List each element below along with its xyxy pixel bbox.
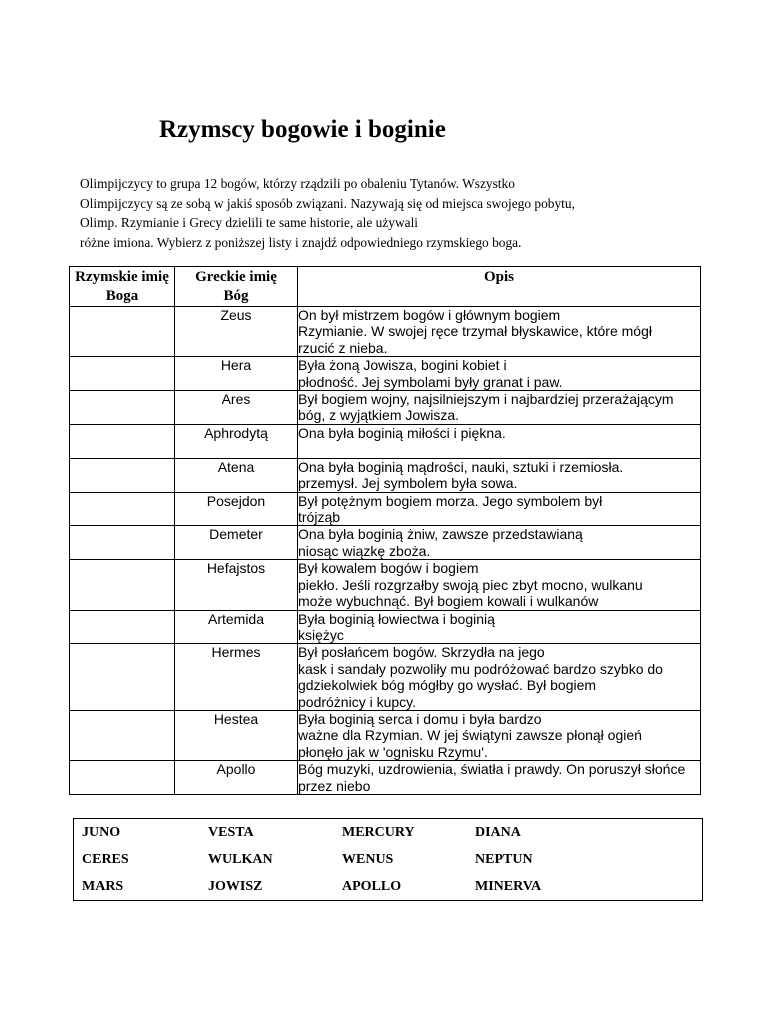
table-row [70, 357, 701, 391]
header-desc-text: Opis [483, 269, 514, 285]
table-row [70, 610, 701, 644]
description-line: Bóg muzyki, uzdrowienia, światła i prawdy. On poruszył słońce [298, 761, 686, 778]
description-line: Był kowalem bogów i bogiem [298, 560, 479, 577]
description-cell [298, 307, 701, 357]
description-line: może wybuchnąć. Był bogiem kowali i wulkanów [298, 593, 599, 610]
description-cell [298, 357, 701, 391]
greek-name-cell: Apollo [175, 761, 298, 795]
name-bank-cell: JUNO [82, 824, 121, 840]
roman-name-cell[interactable] [70, 710, 175, 760]
table-row [70, 492, 701, 526]
greek-name-cell: Hera [175, 357, 298, 391]
intro-line: Olimp. Rzymianie i Grecy dzielili te same historie, ale używali [80, 215, 419, 231]
roman-name-cell[interactable] [70, 492, 175, 526]
description-line: Była boginią łowiectwa i boginią [298, 610, 495, 627]
intro-line: Olimpijczycy są ze sobą w jakiś sposób związani. Nazywają się od miejsca swojego pobytu, [80, 195, 575, 211]
intro-paragraph [80, 174, 640, 252]
description-line: niosąc wiązkę zboża. [298, 542, 431, 559]
description-line: przemysł. Jej symbolem była sowa. [298, 475, 518, 492]
table-row [70, 761, 701, 795]
name-bank-cell: NEPTUN [475, 851, 533, 867]
description-line: Rzymianie. W swojej ręce trzymał błyskawice, które mógł [298, 323, 652, 340]
description-line: podróżnicy i kupcy. [298, 693, 417, 710]
greek-name-cell: Atena [175, 458, 298, 492]
name-bank-cell: MERCURY [342, 824, 415, 840]
roman-name-cell[interactable] [70, 357, 175, 391]
table-header-row [70, 267, 701, 307]
name-bank-cell: WULKAN [208, 851, 273, 867]
greek-name-cell: Hefajstos [175, 560, 298, 610]
description-line: piekło. Jeśli rozgrzałby swoją piec zbyt mocno, wulkanu [298, 576, 643, 593]
header-description [298, 267, 701, 307]
name-bank-cell: CERES [82, 851, 129, 867]
header-roman-line: Boga [105, 288, 139, 304]
description-line: bóg, z wyjątkiem Jowisza. [298, 407, 460, 424]
description-line: Ona była boginią mądrości, nauki, sztuki i rzemiosła. [298, 458, 624, 475]
description-line: On był mistrzem bogów i głównym bogiem [298, 307, 561, 323]
description-cell [298, 644, 701, 711]
roman-name-cell[interactable] [70, 644, 175, 711]
description-line: Była boginią serca i domu i była bardzo [298, 710, 542, 727]
description-line: płodność. Jej symbolami były granat i paw. [298, 373, 563, 390]
roman-name-cell[interactable] [70, 610, 175, 644]
name-bank-cell: VESTA [208, 824, 254, 840]
greek-name-cell: Demeter [175, 526, 298, 560]
description-cell [298, 761, 701, 795]
description-line: przez niebo [298, 777, 371, 794]
greek-name-cell: Ares [175, 391, 298, 425]
roman-name-cell[interactable] [70, 526, 175, 560]
header-greek-name [175, 267, 298, 307]
roman-name-cell[interactable] [70, 458, 175, 492]
name-bank-cell: MARS [82, 878, 124, 894]
description-line: Był potężnym bogiem morza. Jego symbolem był [298, 492, 603, 509]
roman-name-cell[interactable] [70, 424, 175, 458]
intro-line: różne imiona. Wybierz z poniższej listy i znajdź odpowiedniego rzymskiego boga. [80, 234, 522, 250]
table-row [70, 424, 701, 458]
name-bank-row [74, 873, 703, 901]
greek-name-cell: Hermes [175, 644, 298, 711]
description-cell [298, 391, 701, 425]
table-row [70, 307, 701, 357]
description-line: Była żoną Jowisza, bogini kobiet i [298, 357, 507, 374]
description-line: Ona była boginią żniw, zawsze przedstawianą [298, 526, 583, 543]
description-cell [298, 424, 701, 458]
greek-name-cell: Hestea [175, 710, 298, 760]
name-bank-cell: JOWISZ [208, 878, 263, 894]
name-bank-cell: WENUS [342, 851, 394, 867]
description-line: trójząb [298, 509, 341, 526]
header-greek-line: Greckie imię [195, 269, 277, 285]
roman-name-cell[interactable] [70, 761, 175, 795]
description-cell [298, 710, 701, 760]
table-row [70, 710, 701, 760]
description-line: rzucić z nieba. [298, 339, 388, 356]
description-line: płonęło jak w 'ognisku Rzymu'. [298, 743, 488, 760]
description-line: kask i sandały pozwoliły mu podróżować bardzo szybko do [298, 660, 663, 677]
page-title: Rzymscy bogowie i boginie [159, 116, 446, 143]
description-line: Ona była boginią miłości i piękna. [298, 424, 506, 441]
table-row [70, 560, 701, 610]
name-bank-row [74, 819, 703, 847]
roman-name-cell[interactable] [70, 560, 175, 610]
name-bank-table [73, 818, 703, 901]
gods-table [69, 266, 701, 795]
description-line: gdziekolwiek bóg mógłby go wysłać. Był bogiem [298, 677, 597, 694]
name-bank-cell: DIANA [475, 824, 521, 840]
description-line: Był bogiem wojny, najsilniejszym i najbardziej przerażającym [298, 391, 674, 408]
description-cell [298, 458, 701, 492]
table-row [70, 526, 701, 560]
name-bank-cell: APOLLO [342, 878, 402, 894]
description-cell [298, 560, 701, 610]
table-row [70, 391, 701, 425]
description-line: Był posłańcem bogów. Skrzydła na jego [298, 644, 545, 661]
greek-name-cell: Aphrodytą [175, 424, 298, 458]
header-greek-line: Bóg [223, 288, 249, 304]
table-row [70, 458, 701, 492]
intro-line: Olimpijczycy to grupa 12 bogów, którzy rządzili po obaleniu Tytanów. Wszystko [80, 176, 515, 191]
description-cell [298, 526, 701, 560]
greek-name-cell: Artemida [175, 610, 298, 644]
roman-name-cell[interactable] [70, 307, 175, 357]
header-roman-name [70, 267, 175, 307]
roman-name-cell[interactable] [70, 391, 175, 425]
name-bank-row [74, 846, 703, 873]
description-line: księżyc [298, 626, 344, 643]
header-roman-line: Rzymskie imię [75, 269, 169, 285]
description-cell [298, 492, 701, 526]
description-cell [298, 610, 701, 644]
greek-name-cell: Posejdon [175, 492, 298, 526]
description-line: ważne dla Rzymian. W jej świątyni zawsze płonął ogień [298, 727, 642, 744]
name-bank-cell: MINERVA [475, 878, 542, 894]
greek-name-cell: Zeus [175, 307, 298, 357]
table-row [70, 644, 701, 711]
